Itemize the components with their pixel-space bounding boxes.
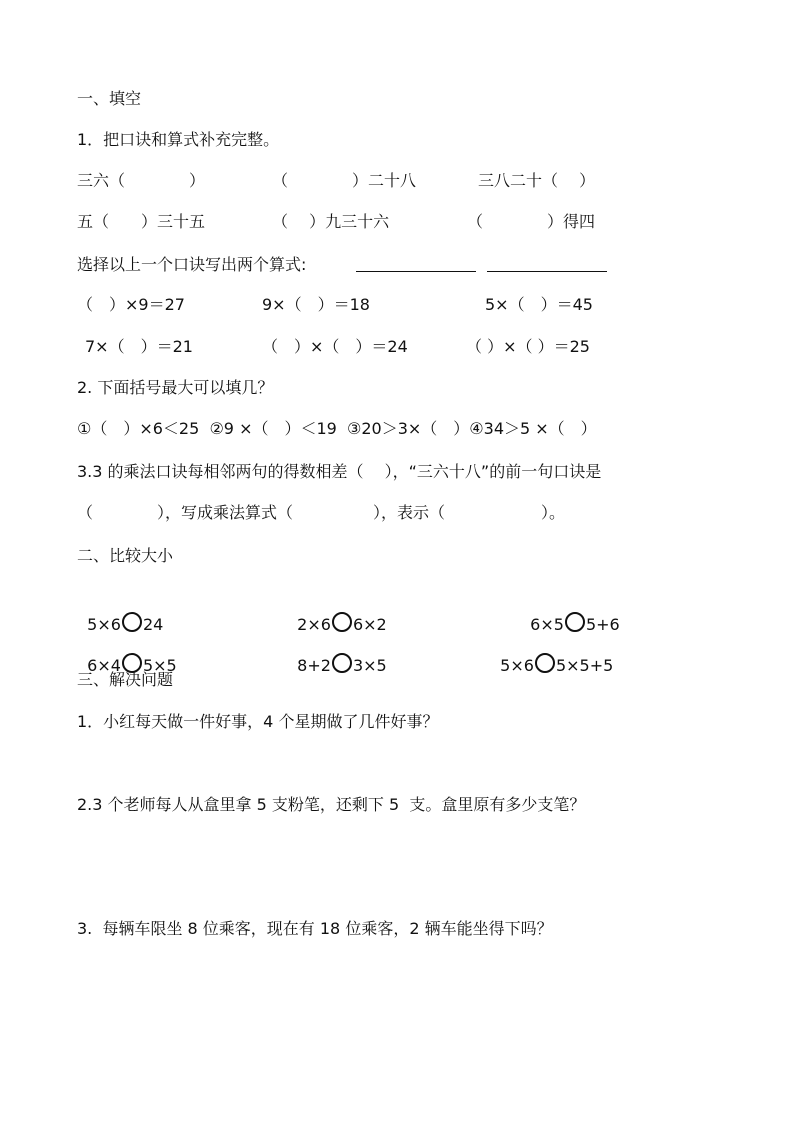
compare-circle[interactable] bbox=[332, 612, 352, 632]
compare-right: 6×2 bbox=[352, 615, 387, 634]
compare-left: 2×6 bbox=[297, 615, 331, 634]
q1-row4-item3: （ ）×（ ）＝25 bbox=[466, 337, 590, 356]
question-1-title: 1．把口诀和算式补充完整。 bbox=[77, 130, 280, 149]
q1-row2-item3: （ ）得四 bbox=[467, 212, 596, 231]
problem-2: 2.3 个老师每人从盒里拿 5 支粉笔，还剩下 5 支。盒里原有多少支笔？ bbox=[77, 795, 586, 814]
compare-item-6 bbox=[490, 631, 613, 677]
compare-right: 5×5+5 bbox=[555, 656, 614, 675]
q1-row1-item2: （ ）二十八 bbox=[272, 171, 417, 190]
compare-right: 5+6 bbox=[585, 615, 620, 634]
question-3-line1: 3.3 的乘法口诀每相邻两句的得数相差（ ），“三六十八”的前一句口诀是 bbox=[77, 462, 602, 481]
question-3-line2: （ ），写成乘法算式（ ），表示（ ）。 bbox=[77, 503, 566, 522]
q1-row3-item1: （ ）×9＝27 bbox=[77, 295, 185, 314]
compare-right: 24 bbox=[142, 615, 164, 634]
q1-row4-item1: 7×（ ）＝21 bbox=[85, 337, 193, 356]
problem-1: 1．小红每天做一件好事，4 个星期做了几件好事？ bbox=[77, 712, 439, 731]
question-2-line: ①（ ）×6＜25 ②9 ×（ ）＜19 ③20＞3×（ ）④34＞5 ×（ ） bbox=[77, 419, 597, 438]
compare-item-1 bbox=[77, 590, 163, 636]
q1-row4-item2: （ ）×（ ）＝24 bbox=[262, 337, 408, 356]
compare-circle[interactable] bbox=[122, 612, 142, 632]
compare-circle[interactable] bbox=[535, 653, 555, 673]
q1-row3-item3: 5×（ ）＝45 bbox=[485, 295, 593, 314]
question-2-title: 2. 下面括号最大可以填几？ bbox=[77, 378, 274, 397]
section-title-solve: 三、解决问题 bbox=[77, 670, 174, 689]
compare-item-3 bbox=[520, 590, 620, 636]
answer-blank-1[interactable] bbox=[356, 271, 476, 272]
compare-left: 6×4 bbox=[87, 656, 121, 675]
q1-row1-item1: 三六（ ） bbox=[77, 171, 206, 190]
q1-row2-item1: 五（ ）三十五 bbox=[77, 212, 206, 231]
compare-item-2 bbox=[287, 590, 387, 636]
compare-left: 5×6 bbox=[87, 615, 121, 634]
section-title-fill-blank: 一、填空 bbox=[77, 89, 142, 108]
compare-left: 8+2 bbox=[297, 656, 331, 675]
answer-blank-2[interactable] bbox=[487, 271, 607, 272]
q1-row2-item2: （ ）九三十六 bbox=[272, 212, 390, 231]
section-title-compare: 二、比较大小 bbox=[77, 546, 174, 565]
compare-circle[interactable] bbox=[565, 612, 585, 632]
compare-left: 5×6 bbox=[500, 656, 534, 675]
problem-3: 3. 每辆车限坐 8 位乘客，现在有 18 位乘客，2 辆车能坐得下吗？ bbox=[77, 919, 553, 938]
compare-right: 5×5 bbox=[142, 656, 177, 675]
compare-item-5 bbox=[287, 631, 387, 677]
compare-circle[interactable] bbox=[332, 653, 352, 673]
compare-left: 6×5 bbox=[530, 615, 564, 634]
q1-choose-label: 选择以上一个口诀写出两个算式: bbox=[77, 255, 307, 274]
compare-right: 3×5 bbox=[352, 656, 387, 675]
q1-row3-item2: 9×（ ）＝18 bbox=[262, 295, 370, 314]
q1-row1-item3: 三八二十（ ） bbox=[478, 171, 596, 190]
